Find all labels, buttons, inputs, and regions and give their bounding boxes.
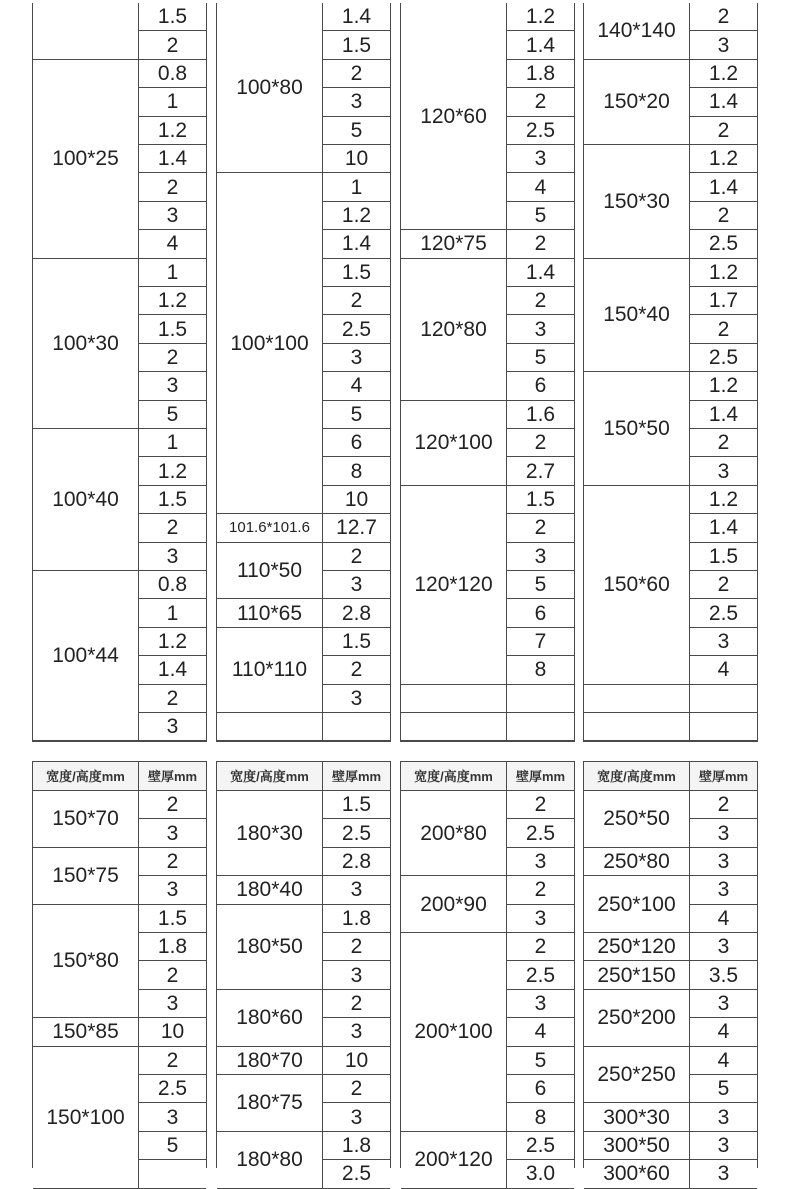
wall-thickness-cell: 3 — [690, 457, 757, 485]
size-cell: 200*90 — [401, 876, 507, 933]
wall-thickness-cell: 1.4 — [323, 230, 390, 258]
wall-thickness-cell: 3.0 — [507, 1160, 574, 1188]
wall-thickness-cell: 2 — [323, 543, 390, 571]
wall-thickness-cell: 6 — [507, 372, 574, 400]
wall-thickness-cell: 1 — [139, 429, 206, 457]
size-cell: 150*85 — [33, 1018, 139, 1046]
size-cell: 250*250 — [584, 1047, 690, 1104]
size-cell — [401, 713, 507, 741]
size-cell: 150*50 — [584, 372, 690, 486]
wall-thickness-cell: 1 — [139, 259, 206, 287]
wall-thickness-cell: 3 — [323, 88, 390, 116]
size-cell: 120*75 — [401, 230, 507, 258]
wall-thickness-cell: 2 — [507, 429, 574, 457]
wall-thickness-cell: 2.7 — [507, 457, 574, 485]
wall-thickness-cell: 4 — [690, 1018, 757, 1046]
size-cell: 250*200 — [584, 990, 690, 1047]
size-cell: 100*25 — [33, 60, 139, 259]
size-cell: 250*150 — [584, 961, 690, 989]
wall-thickness-cell: 2 — [139, 1047, 206, 1075]
header-wall-label: 壁厚mm — [690, 762, 757, 791]
size-cell: 180*30 — [217, 791, 323, 876]
wall-thickness-cell: 1.4 — [690, 514, 757, 542]
wall-thickness-cell: 1.5 — [507, 486, 574, 514]
wall-thickness-cell: 1.8 — [507, 60, 574, 88]
wall-thickness-cell: 0.8 — [139, 571, 206, 599]
wall-thickness-cell: 3 — [690, 819, 757, 847]
wall-thickness-cell: 3 — [507, 905, 574, 933]
top-spec-table-2 — [216, 3, 391, 742]
wall-thickness-cell: 3 — [507, 543, 574, 571]
wall-thickness-cell: 3 — [690, 848, 757, 876]
wall-thickness-cell: 2 — [139, 173, 206, 201]
wall-thickness-cell: 1.5 — [139, 486, 206, 514]
size-cell: 140*140 — [584, 3, 690, 60]
wall-thickness-cell: 3 — [690, 31, 757, 59]
wall-thickness-cell: 2 — [507, 230, 574, 258]
wall-thickness-cell: 4 — [690, 905, 757, 933]
wall-thickness-cell: 5 — [507, 202, 574, 230]
wall-thickness-cell: 2.5 — [690, 344, 757, 372]
wall-thickness-cell: 2 — [690, 3, 757, 31]
wall-thickness-cell: 4 — [323, 372, 390, 400]
size-cell — [584, 713, 690, 741]
size-cell: 300*60 — [584, 1160, 690, 1188]
wall-thickness-cell: 1.8 — [139, 933, 206, 961]
size-cell — [584, 685, 690, 713]
wall-thickness-cell: 2 — [139, 848, 206, 876]
size-cell: 180*70 — [217, 1047, 323, 1075]
wall-thickness-cell — [507, 713, 574, 741]
wall-thickness-cell: 2 — [507, 876, 574, 904]
wall-thickness-cell: 2 — [323, 60, 390, 88]
bottom-spec-table-3 — [400, 761, 575, 1186]
header-size-label: 宽度/高度mm — [33, 762, 139, 791]
wall-thickness-cell: 2.5 — [507, 117, 574, 145]
wall-thickness-cell: 2 — [139, 344, 206, 372]
wall-thickness-cell: 3 — [690, 1132, 757, 1160]
top-spec-table-3 — [400, 3, 575, 742]
size-cell: 110*65 — [217, 599, 323, 627]
wall-thickness-cell: 2 — [507, 514, 574, 542]
wall-thickness-cell: 1.8 — [323, 905, 390, 933]
wall-thickness-cell: 5 — [139, 401, 206, 429]
wall-thickness-cell: 3 — [690, 628, 757, 656]
wall-thickness-cell: 3 — [139, 202, 206, 230]
wall-thickness-cell: 4 — [507, 1018, 574, 1046]
wall-thickness-cell: 1.7 — [690, 287, 757, 315]
bottom-spec-table-4 — [583, 761, 758, 1186]
wall-thickness-cell: 3 — [507, 990, 574, 1018]
wall-thickness-cell: 3 — [139, 1103, 206, 1131]
wall-thickness-cell: 3 — [507, 848, 574, 876]
size-cell: 100*100 — [217, 173, 323, 514]
size-cell: 250*50 — [584, 791, 690, 848]
wall-thickness-cell: 1.5 — [139, 905, 206, 933]
wall-thickness-cell: 6 — [323, 429, 390, 457]
wall-thickness-cell: 1.2 — [690, 259, 757, 287]
wall-thickness-cell — [690, 713, 757, 741]
wall-thickness-cell: 2 — [139, 685, 206, 713]
size-cell: 100*40 — [33, 429, 139, 571]
wall-thickness-cell: 2.5 — [507, 961, 574, 989]
size-cell: 100*30 — [33, 259, 139, 429]
wall-thickness-cell: 1.4 — [507, 259, 574, 287]
wall-thickness-cell: 3 — [690, 933, 757, 961]
wall-thickness-cell: 8 — [507, 1103, 574, 1131]
size-cell: 100*44 — [33, 571, 139, 741]
wall-thickness-cell: 3 — [323, 1103, 390, 1131]
wall-thickness-cell: 3 — [139, 543, 206, 571]
wall-thickness-cell: 2 — [690, 571, 757, 599]
wall-thickness-cell: 2.5 — [690, 599, 757, 627]
size-cell: 250*80 — [584, 848, 690, 876]
wall-thickness-cell: 3 — [139, 876, 206, 904]
wall-thickness-cell: 5 — [507, 1047, 574, 1075]
size-cell — [33, 3, 139, 60]
size-cell: 180*40 — [217, 876, 323, 904]
wall-thickness-cell: 2.5 — [323, 315, 390, 343]
wall-thickness-cell: 1 — [139, 599, 206, 627]
wall-thickness-cell: 12.7 — [323, 514, 390, 542]
wall-thickness-cell: 3 — [323, 1018, 390, 1046]
wall-thickness-cell: 2 — [139, 31, 206, 59]
wall-thickness-cell: 2 — [507, 933, 574, 961]
size-cell: 150*40 — [584, 259, 690, 373]
wall-thickness-cell: 3 — [507, 315, 574, 343]
size-cell: 150*100 — [33, 1047, 139, 1189]
wall-thickness-cell: 3 — [323, 961, 390, 989]
wall-thickness-cell: 1.5 — [139, 315, 206, 343]
size-cell — [217, 713, 323, 741]
header-size-label: 宽度/高度mm — [401, 762, 507, 791]
wall-thickness-cell: 3 — [690, 990, 757, 1018]
wall-thickness-cell: 2 — [323, 990, 390, 1018]
wall-thickness-cell: 5 — [323, 401, 390, 429]
wall-thickness-cell: 1.5 — [323, 628, 390, 656]
wall-thickness-cell: 1.2 — [139, 628, 206, 656]
wall-thickness-cell: 1.4 — [690, 173, 757, 201]
wall-thickness-cell: 6 — [507, 1075, 574, 1103]
wall-thickness-cell: 2.5 — [507, 1132, 574, 1160]
wall-thickness-cell: 3 — [507, 145, 574, 173]
wall-thickness-cell: 3 — [139, 819, 206, 847]
size-cell: 150*30 — [584, 145, 690, 259]
wall-thickness-cell: 1.4 — [139, 145, 206, 173]
top-spec-table-1 — [32, 3, 207, 742]
wall-thickness-cell: 2 — [690, 202, 757, 230]
wall-thickness-cell: 2.5 — [323, 1160, 390, 1188]
wall-thickness-cell: 2 — [323, 933, 390, 961]
wall-thickness-cell — [507, 685, 574, 713]
wall-thickness-cell: 2 — [323, 1075, 390, 1103]
wall-thickness-cell: 1.5 — [690, 543, 757, 571]
wall-thickness-cell: 3 — [323, 685, 390, 713]
size-cell: 120*60 — [401, 3, 507, 230]
wall-thickness-cell: 10 — [323, 145, 390, 173]
wall-thickness-cell: 1.2 — [507, 3, 574, 31]
size-cell: 150*20 — [584, 60, 690, 145]
wall-thickness-cell: 4 — [507, 173, 574, 201]
wall-thickness-cell: 8 — [323, 457, 390, 485]
size-cell: 180*60 — [217, 990, 323, 1047]
wall-thickness-cell: 10 — [323, 486, 390, 514]
wall-thickness-cell: 5 — [507, 344, 574, 372]
size-cell: 300*50 — [584, 1132, 690, 1160]
wall-thickness-cell: 4 — [690, 656, 757, 684]
header-size-label: 宽度/高度mm — [584, 762, 690, 791]
wall-thickness-cell: 1.6 — [507, 401, 574, 429]
top-spec-table-4 — [583, 3, 758, 742]
wall-thickness-cell: 3 — [139, 990, 206, 1018]
wall-thickness-cell: 1.2 — [139, 457, 206, 485]
wall-thickness-cell: 1.5 — [323, 31, 390, 59]
wall-thickness-cell: 10 — [323, 1047, 390, 1075]
wall-thickness-cell: 10 — [139, 1018, 206, 1046]
header-wall-label: 壁厚mm — [323, 762, 390, 791]
wall-thickness-cell: 2 — [507, 287, 574, 315]
wall-thickness-cell: 3 — [323, 876, 390, 904]
size-cell: 300*30 — [584, 1103, 690, 1131]
wall-thickness-cell — [323, 713, 390, 741]
wall-thickness-cell: 3 — [139, 713, 206, 741]
size-cell: 250*120 — [584, 933, 690, 961]
wall-thickness-cell: 1.5 — [323, 259, 390, 287]
bottom-spec-table-1 — [32, 761, 207, 1168]
wall-thickness-cell: 2.5 — [690, 230, 757, 258]
wall-thickness-cell: 3 — [323, 571, 390, 599]
wall-thickness-cell: 3 — [323, 344, 390, 372]
wall-thickness-cell: 1.4 — [323, 3, 390, 31]
wall-thickness-cell: 1.2 — [690, 372, 757, 400]
wall-thickness-cell: 1.5 — [139, 3, 206, 31]
size-cell: 110*50 — [217, 543, 323, 600]
size-cell — [401, 685, 507, 713]
wall-thickness-cell: 1.4 — [507, 31, 574, 59]
wall-thickness-cell: 5 — [507, 571, 574, 599]
wall-thickness-cell: 1.2 — [139, 287, 206, 315]
wall-thickness-cell: 4 — [690, 1047, 757, 1075]
wall-thickness-cell: 2 — [690, 429, 757, 457]
wall-thickness-cell: 1.2 — [323, 202, 390, 230]
wall-thickness-cell: 4 — [139, 230, 206, 258]
size-cell: 150*70 — [33, 791, 139, 848]
wall-thickness-cell: 1.2 — [139, 117, 206, 145]
size-cell: 180*50 — [217, 905, 323, 990]
size-cell: 120*120 — [401, 486, 507, 685]
wall-thickness-cell: 1 — [323, 173, 390, 201]
wall-thickness-cell — [139, 1160, 206, 1188]
header-wall-label: 壁厚mm — [139, 762, 206, 791]
wall-thickness-cell: 2 — [690, 791, 757, 819]
header-size-label: 宽度/高度mm — [217, 762, 323, 791]
wall-thickness-cell: 3 — [690, 876, 757, 904]
wall-thickness-cell: 8 — [507, 656, 574, 684]
wall-thickness-cell: 1.2 — [690, 145, 757, 173]
wall-thickness-cell: 2.5 — [323, 819, 390, 847]
wall-thickness-cell: 2.5 — [139, 1075, 206, 1103]
size-cell: 180*80 — [217, 1132, 323, 1189]
wall-thickness-cell: 2 — [690, 117, 757, 145]
wall-thickness-cell: 2.5 — [507, 819, 574, 847]
wall-thickness-cell: 3 — [690, 1160, 757, 1188]
size-cell: 120*100 — [401, 401, 507, 486]
wall-thickness-cell: 1.2 — [690, 60, 757, 88]
size-cell: 250*100 — [584, 876, 690, 933]
size-cell: 150*80 — [33, 905, 139, 1019]
bottom-spec-table-2 — [216, 761, 391, 1186]
wall-thickness-cell — [690, 685, 757, 713]
wall-thickness-cell: 1.4 — [139, 656, 206, 684]
wall-thickness-cell: 2.8 — [323, 599, 390, 627]
wall-thickness-cell: 1.4 — [690, 88, 757, 116]
size-cell: 101.6*101.6 — [217, 514, 323, 542]
wall-thickness-cell: 7 — [507, 628, 574, 656]
wall-thickness-cell: 2 — [690, 315, 757, 343]
wall-thickness-cell: 1.8 — [323, 1132, 390, 1160]
wall-thickness-cell: 1 — [139, 88, 206, 116]
wall-thickness-cell: 0.8 — [139, 60, 206, 88]
size-cell: 110*110 — [217, 628, 323, 713]
wall-thickness-cell: 1.2 — [690, 486, 757, 514]
size-cell: 200*100 — [401, 933, 507, 1132]
wall-thickness-cell: 5 — [139, 1132, 206, 1160]
size-cell: 200*80 — [401, 791, 507, 876]
size-cell: 200*120 — [401, 1132, 507, 1189]
wall-thickness-cell: 5 — [690, 1075, 757, 1103]
wall-thickness-cell: 2 — [323, 287, 390, 315]
wall-thickness-cell: 2 — [507, 791, 574, 819]
header-wall-label: 壁厚mm — [507, 762, 574, 791]
wall-thickness-cell: 3 — [139, 372, 206, 400]
wall-thickness-cell: 2 — [139, 961, 206, 989]
wall-thickness-cell: 6 — [507, 599, 574, 627]
wall-thickness-cell: 1.4 — [690, 401, 757, 429]
size-cell: 120*80 — [401, 259, 507, 401]
size-cell: 180*75 — [217, 1075, 323, 1132]
wall-thickness-cell: 2 — [139, 791, 206, 819]
wall-thickness-cell: 3 — [690, 1103, 757, 1131]
wall-thickness-cell: 2 — [507, 88, 574, 116]
wall-thickness-cell: 2 — [323, 656, 390, 684]
wall-thickness-cell: 3.5 — [690, 961, 757, 989]
size-cell: 150*75 — [33, 848, 139, 905]
size-cell: 150*60 — [584, 486, 690, 685]
wall-thickness-cell: 2 — [139, 514, 206, 542]
wall-thickness-cell: 1.5 — [323, 791, 390, 819]
wall-thickness-cell: 5 — [323, 117, 390, 145]
wall-thickness-cell: 2.8 — [323, 848, 390, 876]
size-cell: 100*80 — [217, 3, 323, 173]
